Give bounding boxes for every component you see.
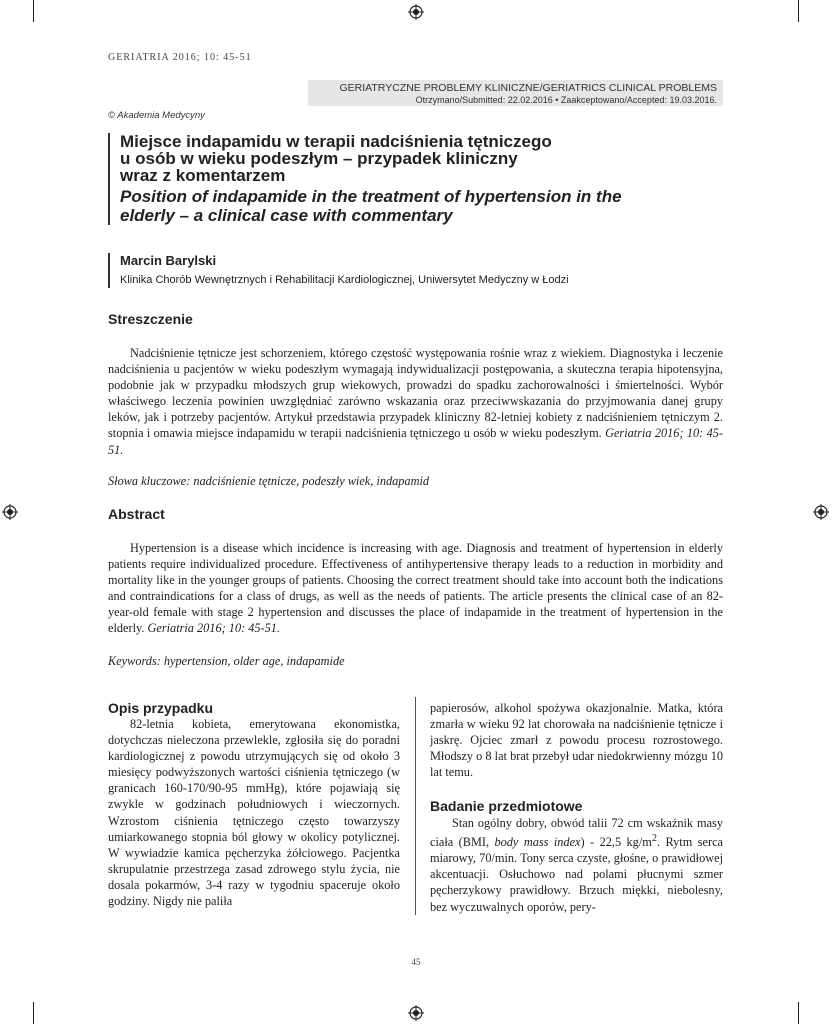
abstract-heading: Abstract <box>108 506 165 522</box>
streszczenie-text: Nadciśnienie tętnicze jest schorzeniem, którego częstość występowania rośnie wraz z wiekiem. Diagnostyka i leczenie nadciśnienia u pacjentów w wieku podeszłym wymagają indywidualizacji postępowania, a skuteczna terapia hipotensyjna, podobnie jak w przypadku młodszych grup wiekowych, prowadzi do spadku zachorowalności i śmiertelności. Wybór właściwego leczenia powinien uwzględniać zarówno wskazania oraz przeciwwskazania do przyjmowania danej grupy leków, jak i potrzeby pacjentów. Artykuł przedstawia przypadek kliniczny 82-letniej kobiety z nadciśnieniem tętniczym 2. stopnia i omawia miejsce indapamidu w terapii nadciśnienia tętniczego u osób w wieku podeszłym. Geriatria 2016; 10: 45-51. <box>108 346 724 457</box>
crop-mark <box>33 1002 34 1024</box>
keywords-en: Keywords: hypertension, older age, indapamide <box>108 654 345 668</box>
copyright: © Akademia Medycyny <box>108 110 205 121</box>
crop-mark <box>798 1002 799 1024</box>
column-divider <box>415 697 416 915</box>
registration-mark-icon <box>813 504 829 520</box>
section-title: GERIATRYCZNE PROBLEMY KLINICZNE/GERIATRICS CLINICAL PROBLEMS <box>339 82 717 94</box>
registration-mark-icon <box>2 504 18 520</box>
title-polish: Miejsce indapamidu w terapii nadciśnienia tętniczego u osób w wieku podeszłym – przypadek kliniczny wraz z komentarzem <box>120 132 552 185</box>
submission-dates: Otrzymano/Submitted: 22.02.2016 • Zaakceptowano/Accepted: 19.03.2016. <box>415 95 717 105</box>
keywords-pl: Słowa kluczowe: nadciśnienie tętnicze, podeszły wiek, indapamid <box>108 474 430 488</box>
registration-mark-icon <box>408 1005 424 1021</box>
author-name: Marcin Barylski <box>120 253 217 268</box>
streszczenie-heading: Streszczenie <box>108 311 193 327</box>
exam-heading: Badanie przedmiotowe <box>430 798 583 814</box>
title-block <box>108 133 740 225</box>
registration-mark-icon <box>408 4 424 20</box>
crop-mark <box>798 0 799 22</box>
crop-mark <box>33 0 34 22</box>
abstract-text: Hypertension is a disease which incidence is increasing with age. Diagnosis and treatment of hypertension in elderly patients require individualized procedure. Effectiveness of antihypertensive therapy leads to a reduction in morbidity and mortality like in the younger groups of patients. Choosing the correct treatment should take into account both the indications and contraindications for a class of drugs, as well as the needs of patients. The article presents the clinical case of an 82-year-old female with stage 2 hypertension and discusses the place of indapamide in the treatment of hypertension in the elderly. Geriatria 2016; 10: 45-51. <box>108 541 723 636</box>
author-affiliation: Klinika Chorób Wewnętrznych i Rehabilitacji Kardiologicznej, Uniwersytet Medyczny w Łodzi <box>120 274 569 286</box>
case-text-left: 82-letnia kobieta, emerytowana ekonomistka, dotychczas nieleczona przewlekle, zgłosiła się do poradni kardiologicznej z powodu utrzymujących się od około 3 miesięcy podwyższonych wartości ciśnienia tętniczego (w granicach 160-170/90-95 mmHg), które pojawiają się zwykle w godzinach południowych i wieczornych. Wzrostom ciśnienia tętniczego często towarzyszy umiarkowanego stopnia ból głowy w okolicy potylicznej. W wywiadzie kamica pęcherzyka żółciowego. Pacjentka skrupulatnie przestrzega zasad zdrowego stylu życia, nie dosala pokarmów, 3-4 razy w tygodniu spaceruje około godziny. Nigdy nie paliła <box>108 717 400 909</box>
citation: Geriatria 2016; 10: 45-51. <box>108 426 724 457</box>
case-heading: Opis przypadku <box>108 700 214 716</box>
citation: Geriatria 2016; 10: 45-51. <box>147 621 281 636</box>
author-block <box>108 253 740 288</box>
page-number: 45 <box>411 957 421 967</box>
title-english: Position of indapamide in the treatment of hypertension in the elderly – a clinical case with commentary <box>120 187 622 225</box>
case-text-right: papierosów, alkohol spożywa okazjonalnie. Matka, która zmarła w wieku 92 lat chorowała na nadciśnienie tętnicze i jaskrę. Ojciec zmarł z powodu procesu rozrostowego. Młodszy o 8 lat brat przebył udar niedokrwienny mózgu 10 lat temu. <box>430 701 723 780</box>
section-banner <box>308 80 723 106</box>
journal-header: GERIATRIA 2016; 10: 45-51 <box>108 52 252 63</box>
exam-text: Stan ogólny dobry, obwód talii 72 cm wskaźnik masy ciała (BMI, body mass index) - 22,5 $kg/m^2$. Rytm serca miarowy, 70/min. Tony serca czyste, głośne, o prawidłowej akcentuacji. Osłuchowo nad polami płucnymi szmer pęcherzykowy prawidłowy. Brzuch miękki, niebolesny, bez wyczuwalnych oporów, pery- <box>430 816 723 914</box>
